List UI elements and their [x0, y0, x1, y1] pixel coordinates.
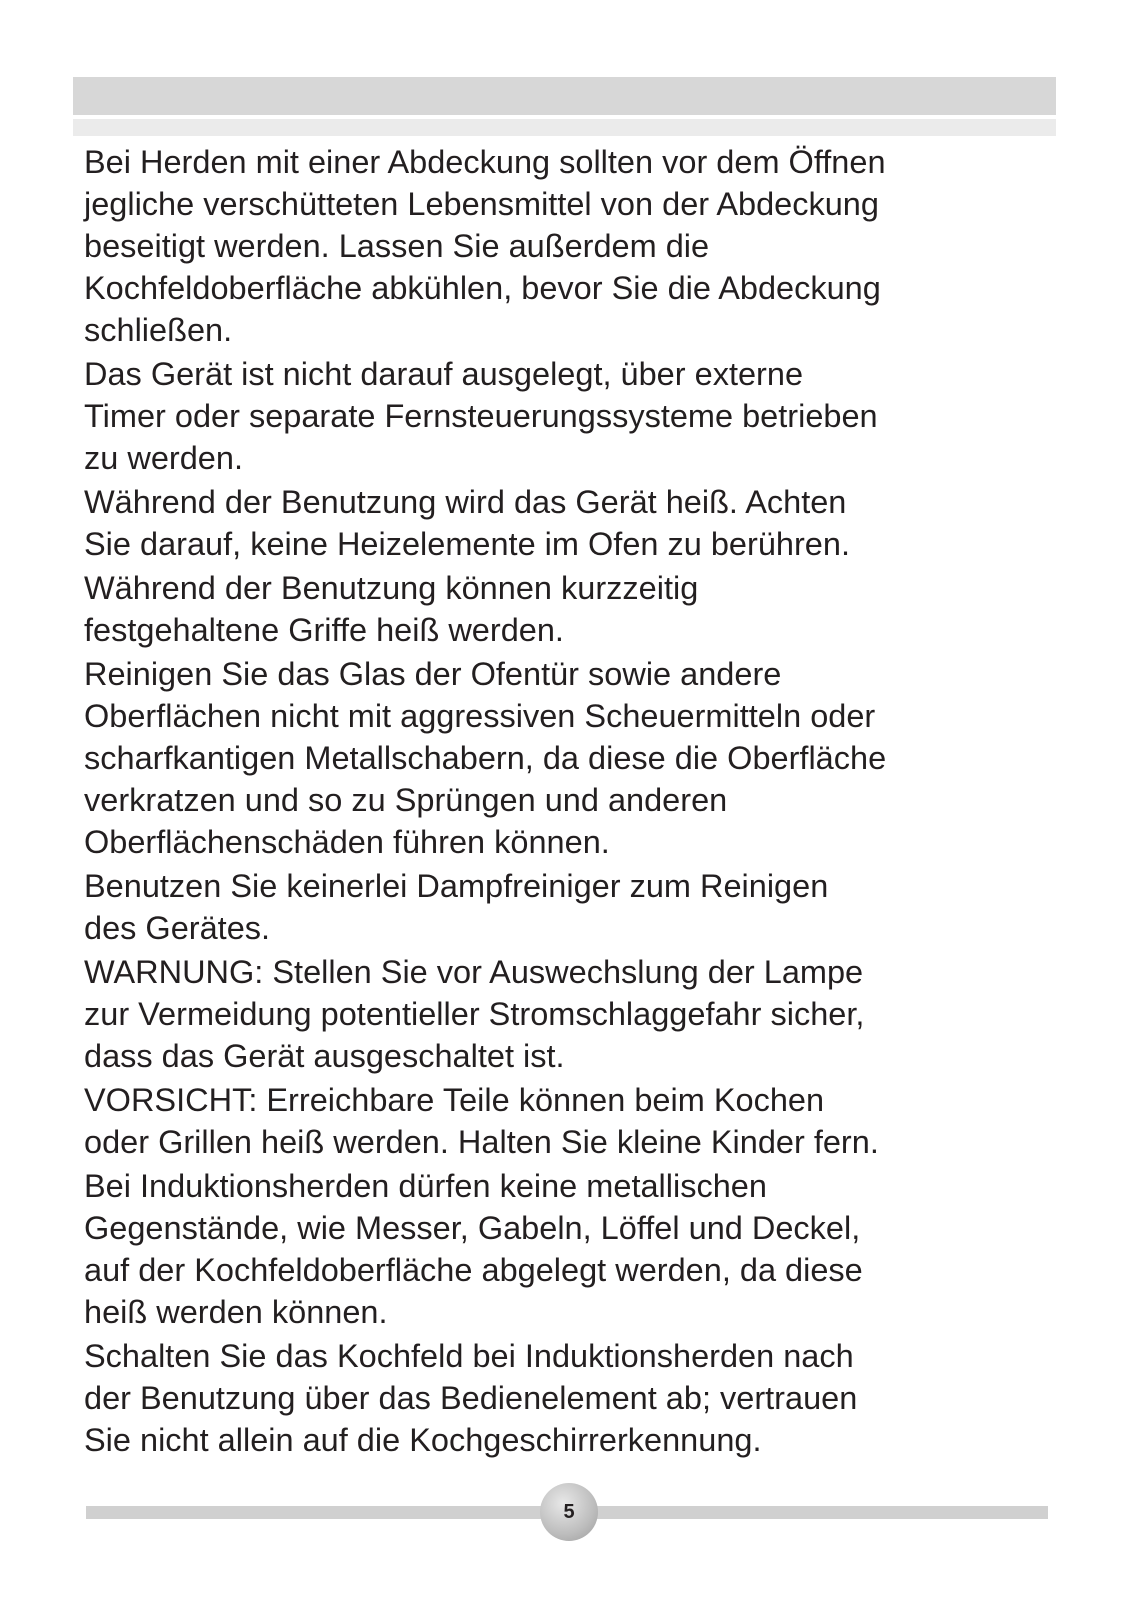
- header-band-thin: [73, 119, 1056, 136]
- paragraph-external-timer: Das Gerät ist nicht darauf ausgelegt, über externe Timer oder separate Fernsteuerungssysteme betrieben zu werden.: [84, 356, 878, 476]
- paragraph-handles-hot: Während der Benutzung können kurzzeitig festgehaltene Griffe heiß werden.: [84, 570, 699, 648]
- paragraph-caution-children: VORSICHT: Erreichbare Teile können beim Kochen oder Grillen heiß werden. Halten Sie kleine Kinder fern.: [84, 1082, 879, 1160]
- page-number: 5: [540, 1483, 598, 1541]
- paragraph-cover-spills: Bei Herden mit einer Abdeckung sollten vor dem Öffnen jegliche verschütteten Lebensmittel von der Abdeckung beseitigt werden. Lassen Sie außerdem die Kochfeldoberfläche abkühlen, bevor Sie die Abdeckung schließen.: [84, 144, 886, 348]
- paragraph-induction-switch-off: Schalten Sie das Kochfeld bei Induktionsherden nach der Benutzung über das Bedienelement ab; vertrauen Sie nicht allein auf die Kochgeschirrerkennung.: [84, 1338, 858, 1458]
- paragraph-induction-metal: Bei Induktionsherden dürfen keine metallischen Gegenstände, wie Messer, Gabeln, Löffel und Deckel, auf der Kochfeldoberfläche abgelegt werden, da diese heiß werden können.: [84, 1168, 863, 1330]
- paragraph-device-hot: Während der Benutzung wird das Gerät heiß. Achten Sie darauf, keine Heizelemente im Ofen zu berühren.: [84, 484, 850, 562]
- paragraph-warning-lamp: WARNUNG: Stellen Sie vor Auswechslung der Lampe zur Vermeidung potentieller Stromschlaggefahr sicher, dass das Gerät ausgeschaltet ist.: [84, 954, 865, 1074]
- paragraph-steam-cleaner: Benutzen Sie keinerlei Dampfreiniger zum Reinigen des Gerätes.: [84, 868, 829, 946]
- document-body: [84, 141, 1044, 1463]
- paragraph-cleaning-glass: Reinigen Sie das Glas der Ofentür sowie andere Oberflächen nicht mit aggressiven Scheuermitteln oder scharfkantigen Metallschabern, da diese die Oberfläche verkratzen und so zu Sprüngen und anderen Oberflächenschäden führen können.: [84, 656, 887, 860]
- header-band: [73, 77, 1056, 115]
